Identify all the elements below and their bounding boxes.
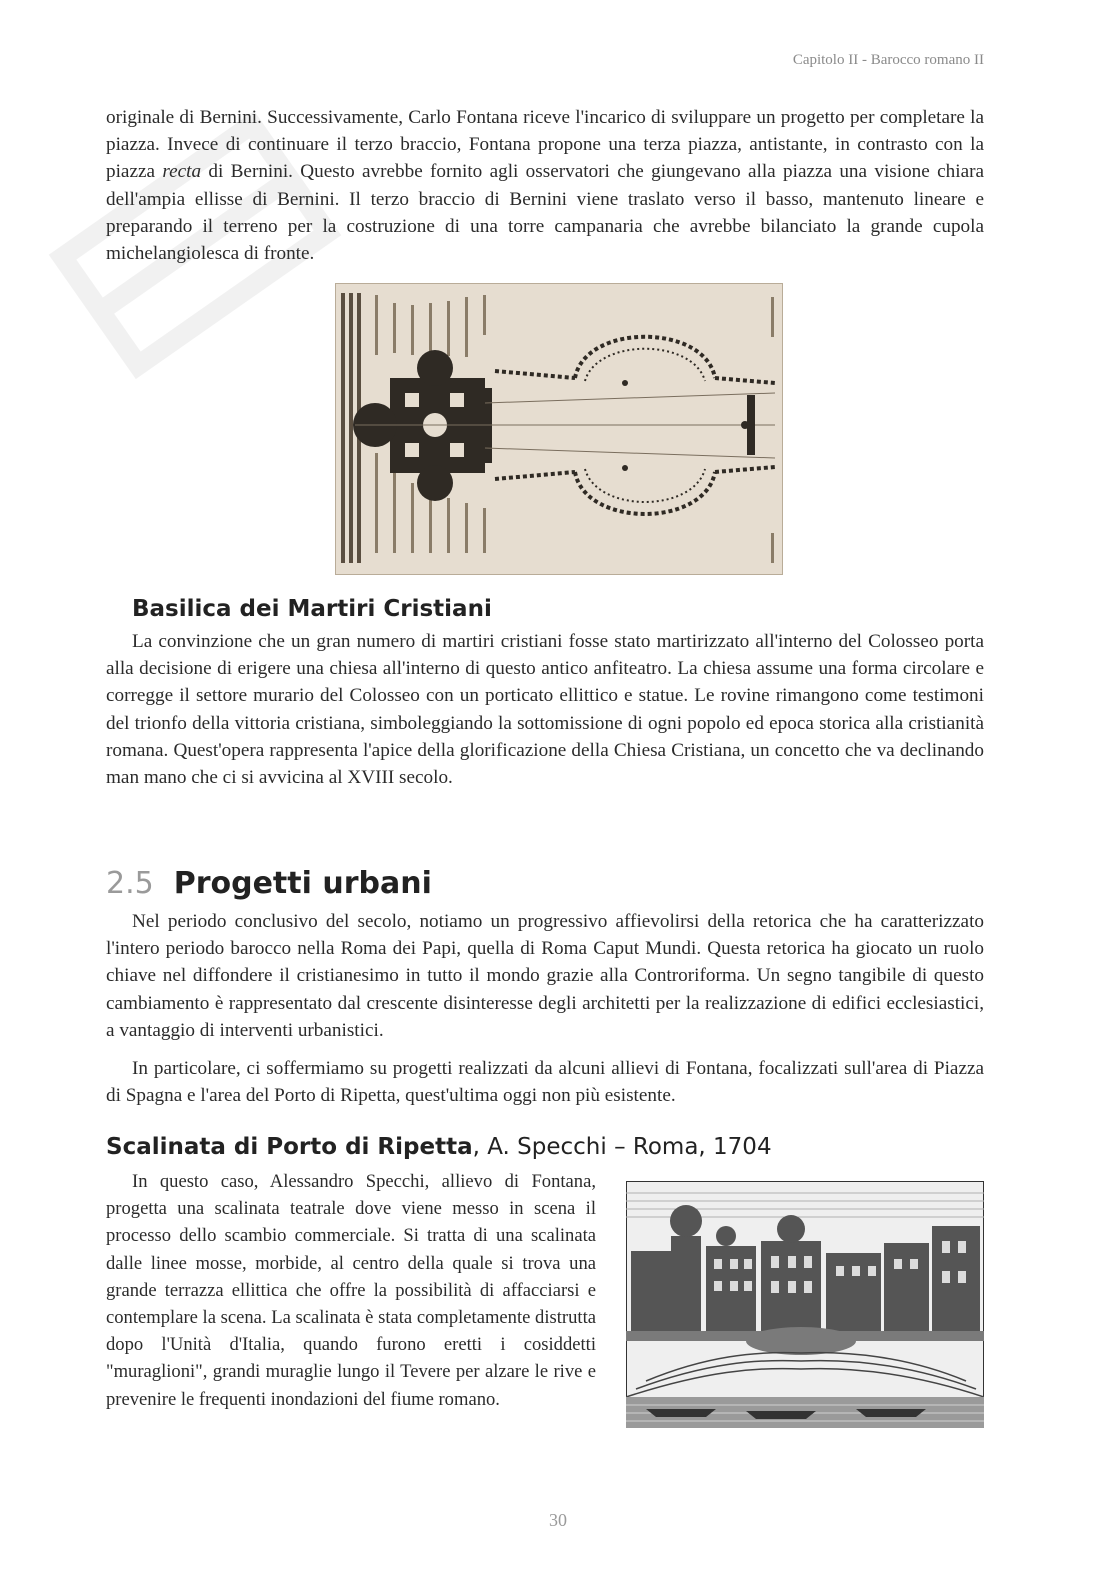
intro-paragraph: originale di Bernini. Successivamente, Carlo Fontana riceve l'incarico di sviluppare un progetto per completare la piazza. Invece di continuare il terzo braccio, Fontana propone una terza piazza, antistante, in contrasto con la piazza recta di Bernini. Questo avrebbe fornito agli osservatori che giungevano alla piazza una visione chiara dell'ampia ellisse di Bernini. Il terzo braccio di Bernini viene traslato verso il basso, mantenuto lineare e preparando il terreno per la costruzione di una torre campanaria che avrebbe bilanciato la grande cupola michelangiolesca di fronte. [106,107,984,265]
section-paragraph-1: Nel periodo conclusivo del secolo, notiamo un progressivo affievolirsi della retorica che ha caratterizzato l'intero periodo barocco nella Roma dei Papi, quella di Roma Caput Mundi. Questa retorica ha giocato un ruolo chiave nel diffondere il cristianesimo in tutto il mondo grazie alla Controriforma. Un segno tangibile di questo cambiamento è rappresentato dal crescente disinteresse degli architetti per la realizzazione di edifici ecclesiastici, a vantaggio di interventi urbanistici. [106,911,984,1041]
intro-block [106,104,984,267]
ripetta-text-block [106,1168,596,1413]
ripetta-paragraph: In questo caso, Alessandro Specchi, allievo di Fontana, progetta una scalinata teatrale dove viene messo in scena il processo dello scambio commerciale. Si tratta di una scalinata dalle linee mosse, morbide, al centro della quale si trova una grande terrazza ellittica che offre la possibilità di affacciarsi e contemplare la scena. La scalinata è stata completamente distrutta dopo l'Unità d'Italia, quando furono eretti i cosiddetti "muraglioni", grandi muraglie lungo il Tevere per alzare le rive e prevenire le frequenti inondazioni del fiume romano. [106,1171,596,1410]
basilica-paragraph: La convinzione che un gran numero di martiri cristiani fosse stato martirizzato all'interno del Colosseo porta alla decisione di erigere una chiesa all'interno di questo antico anfiteatro. La chiesa assume una forma circolare e corregge il settore murario del Colosseo con un porticato ellittico e statue. Le rovine rimangono come testimoni del trionfo della vittoria cristiana, simboleggiando la sottomissione di ogni popolo ed epoca storica alla cristianità romana. Quest'opera rappresenta l'apice della glorificazione della Chiesa Cristiana, un concetto che va declinando man mano che ci si avvicina al XVIII secolo. [106,631,984,789]
porto-di-ripetta-engraving [626,1181,984,1428]
section-2-5 [106,866,984,1109]
section-number: 2.5 [106,866,154,901]
ripetta-heading [106,1134,984,1160]
piazza-plan-figure [335,283,783,575]
section-heading [106,866,984,901]
page-number: 30 [549,1510,567,1530]
ripetta-heading-title: Scalinata di Porto di Ripetta [106,1134,473,1160]
basilica-heading: Basilica dei Martiri Cristiani [132,596,492,622]
section-title: Progetti urbani [173,866,432,901]
emphasis-recta: recta [162,161,202,183]
running-header: Capitolo II - Barocco romano II [792,52,984,68]
section-paragraph-2: In particolare, ci soffermiamo su progetti realizzati da alcuni allievi di Fontana, focalizzati sull'area di Piazza di Spagna e l'area del Porto di Ripetta, quest'ultima oggi non più esistente. [106,1058,984,1107]
ripetta-heading-block [106,1134,984,1160]
basilica-section [106,596,984,791]
ripetta-heading-meta: , A. Specchi – Roma, 1704 [472,1134,772,1160]
